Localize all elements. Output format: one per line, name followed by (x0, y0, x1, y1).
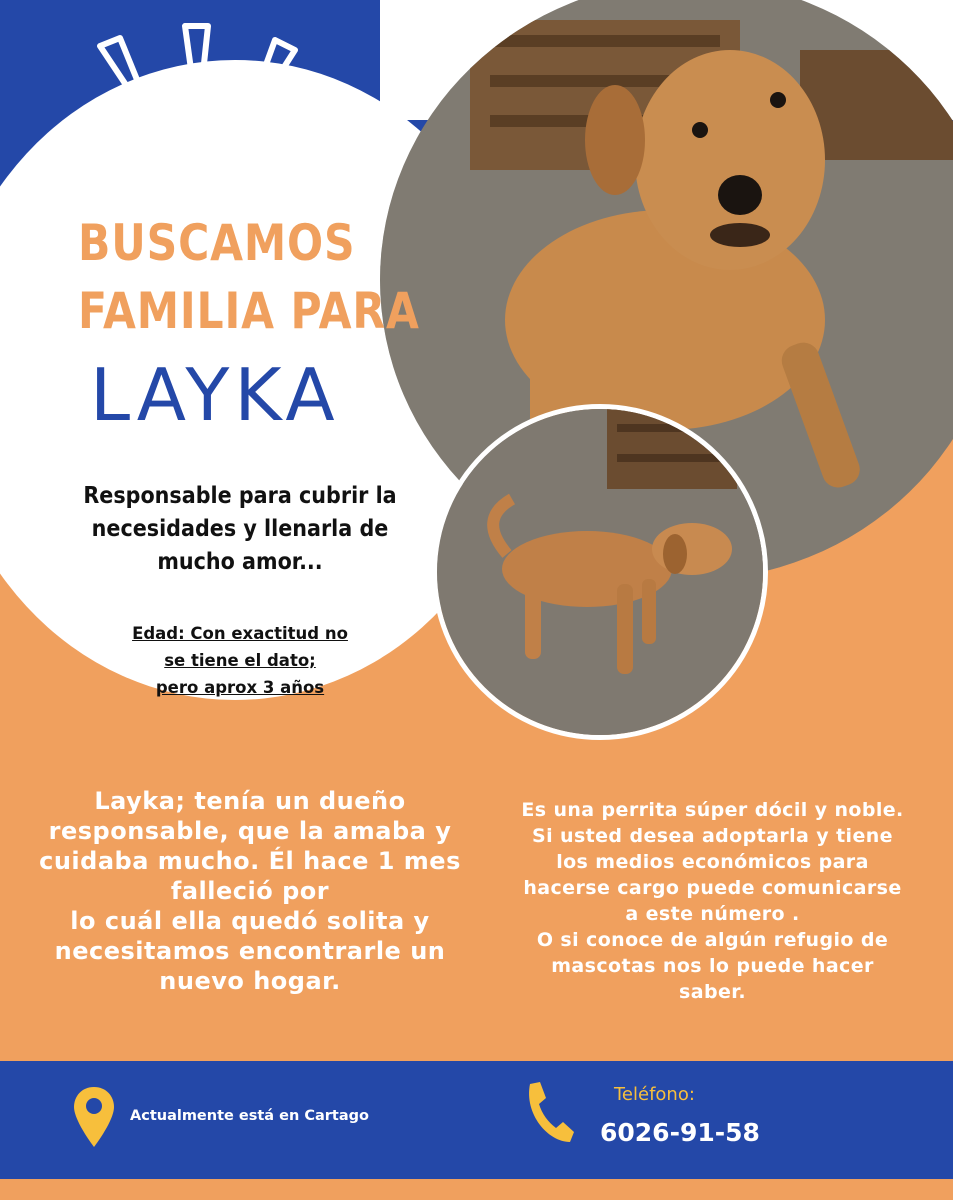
description-line: saber. (679, 981, 746, 1003)
age-line: pero aprox 3 años (155, 678, 325, 697)
age-line: se tiene el dato; (164, 651, 316, 670)
story-line: lo cuál ella quedó solita y (70, 907, 430, 935)
title-line-1: BUSCAMOS (78, 214, 356, 272)
age-line: Edad: Con exactitud no (132, 624, 348, 643)
title-line-2: FAMILIA PARA (78, 282, 420, 340)
story-line: cuidaba mucho. Él hace 1 mes (39, 847, 461, 875)
dog-photo-small (432, 404, 768, 740)
story-line: nuevo hogar. (159, 967, 341, 995)
description-paragraph (490, 797, 935, 1005)
map-pin-icon (72, 1085, 116, 1149)
description-line: Si usted desea adoptarla y tiene (532, 825, 893, 847)
phone-number[interactable]: 6026-91-58 (600, 1118, 760, 1147)
story-paragraph (25, 786, 475, 996)
responsable-line: Responsable para cubrir la (83, 483, 397, 509)
dog-name-title: LAYKA (90, 353, 340, 437)
phone-label: Teléfono: (614, 1084, 695, 1105)
description-line: mascotas nos lo puede hacer (551, 955, 874, 977)
sunburst-icon (90, 18, 310, 148)
description-line: a este número . (625, 903, 800, 925)
location-text: Actualmente está en Cartago (130, 1108, 369, 1124)
description-line: Es una perrita súper dócil y noble. (521, 799, 904, 821)
phone-icon (520, 1080, 576, 1146)
story-line: necesitamos encontrarle un (54, 937, 446, 965)
responsable-text (78, 480, 402, 579)
responsable-line: necesidades y llenarla de (91, 516, 389, 542)
story-line: falleció por (170, 877, 330, 905)
story-line: responsable, que la amaba y (48, 817, 452, 845)
description-line: hacerse cargo puede comunicarse (523, 877, 902, 899)
responsable-line: mucho amor... (157, 549, 323, 575)
story-line: Layka; tenía un dueño (94, 787, 406, 815)
description-line: O si conoce de algún refugio de (536, 929, 889, 951)
age-text (80, 620, 400, 701)
description-line: los medios económicos para (556, 851, 869, 873)
